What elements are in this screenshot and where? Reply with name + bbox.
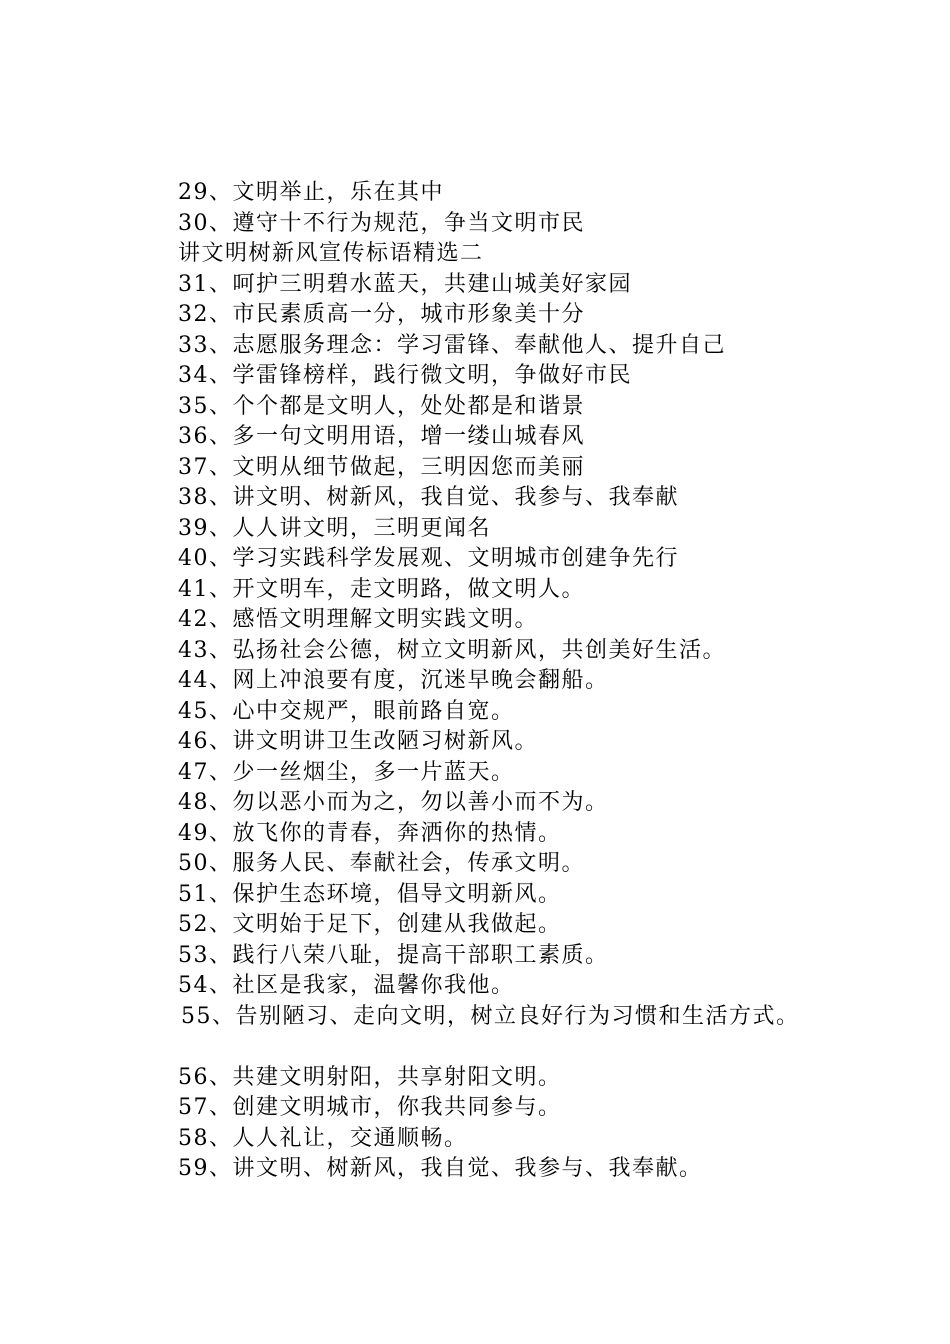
slogan-line: 53、践行八荣八耻，提高干部职工素质。 [178,942,609,968]
slogan-line: 33、志愿服务理念：学习雷锋、奉献他人、提升自己 [178,332,726,358]
slogan-line: 45、心中交规严，眼前路自宽。 [178,698,515,724]
slogan-line: 55、告别陋习、走向文明，树立良好行为习惯和生活方式。 [181,1003,800,1029]
slogan-line: 41、开文明车，走文明路，做文明人。 [178,576,585,602]
slogan-line: 50、服务人民、奉献社会，传承文明。 [178,851,585,876]
slogan-line: 48、勿以恶小而为之，勿以善小而不为。 [178,790,609,815]
section-heading: 讲文明树新风宣传标语精选二 [178,241,484,266]
slogan-line: 43、弘扬社会公德，树立文明新风，共创美好生活。 [178,637,726,663]
slogan-line: 36、多一句文明用语，增一缕山城春风 [178,424,585,449]
slogan-line: 51、保护生态环境，倡导文明新风。 [178,881,562,907]
slogan-line: 46、讲文明讲卫生改陋习树新风。 [178,729,538,754]
slogan-line: 49、放飞你的青春，奔洒你的热情。 [178,820,562,846]
slogan-line: 39、人人讲文明，三明更闻名 [178,515,491,541]
slogan-list [178,178,938,1185]
slogan-line: 38、讲文明、树新风，我自觉、我参与、我奉献 [178,485,679,510]
slogan-line: 44、网上冲浪要有度，沉迷早晚会翻船。 [178,668,609,693]
slogan-line: 29、文明举止，乐在其中 [178,180,444,205]
slogan-line: 56、共建文明射阳，共享射阳文明。 [178,1064,562,1090]
slogan-line: 32、市民素质高一分，城市形象美十分 [178,302,585,327]
slogan-line: 34、学雷锋榜样，践行微文明，争做好市民 [178,363,632,388]
paragraph-gap [178,1032,938,1063]
slogan-line: 35、个个都是文明人，处处都是和谐景 [178,393,585,419]
slogan-line: 30、遵守十不行为规范，争当文明市民 [178,210,585,236]
slogan-line: 54、社区是我家，温馨你我他。 [178,973,515,998]
slogan-line: 58、人人礼让，交通顺畅。 [178,1125,468,1151]
slogan-line: 57、创建文明城市，你我共同参与。 [178,1095,562,1120]
slogan-line: 42、感悟文明理解文明实践文明。 [178,607,538,632]
slogan-line: 59、讲文明、树新风，我自觉、我参与、我奉献。 [178,1156,703,1181]
slogan-line: 37、文明从细节做起，三明因您而美丽 [178,454,585,480]
slogan-line: 40、学习实践科学发展观、文明城市创建争先行 [178,546,679,571]
slogan-line: 47、少一丝烟尘，多一片蓝天。 [178,759,515,785]
slogan-line: 31、呵护三明碧水蓝天，共建山城美好家园 [178,271,632,297]
slogan-line: 52、文明始于足下，创建从我做起。 [178,912,562,937]
